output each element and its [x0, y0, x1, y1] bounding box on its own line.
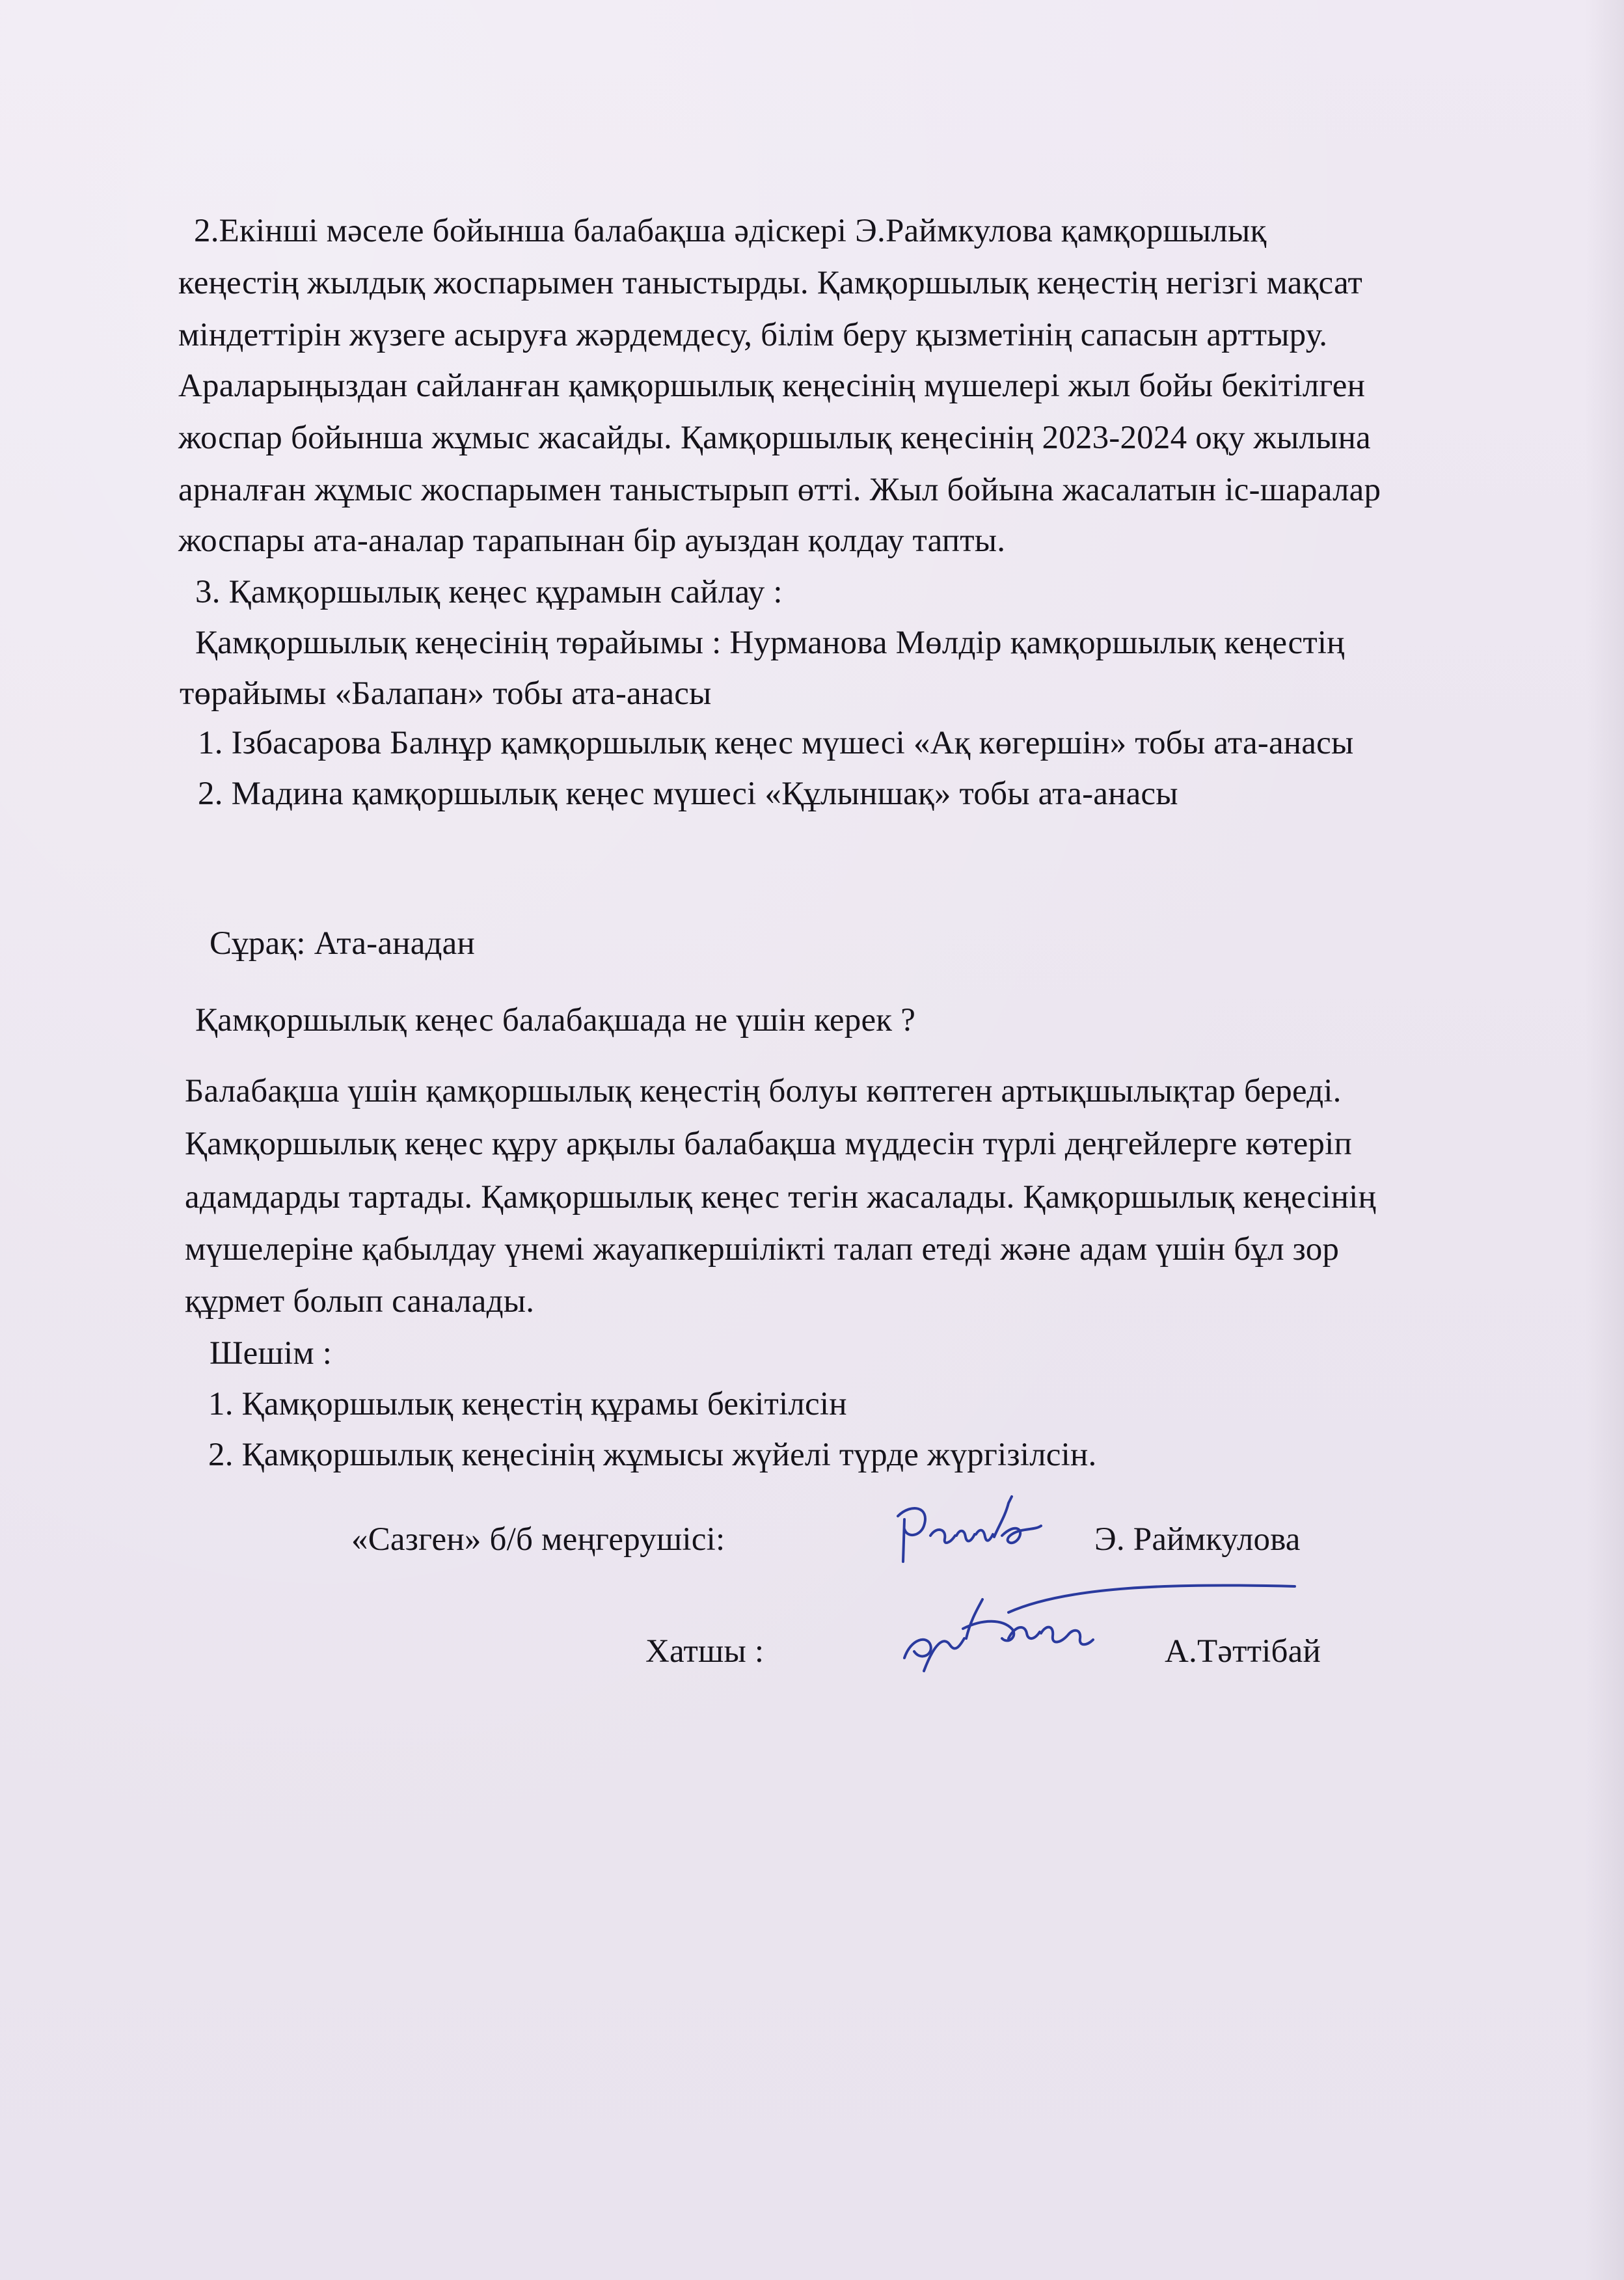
para2-line-1: 2.Екінші мәселе бойынша балабақша әдіскері Э.Раймкулова қамқоршылық [194, 213, 1267, 249]
question-text: Қамқоршылық кеңес балабақшада не үшін керек ? [195, 1002, 916, 1038]
answer-line-4: мүшелеріне қабылдау үнемі жауапкершілікті талап етеді және адам үшін бұл зор [185, 1231, 1340, 1268]
para2-line-7: жоспары ата-аналар тарапынан бір ауыздан қолдау тапты. [178, 522, 1006, 559]
member-item-1: 1. Ізбасарова Балнұр қамқоршылық кеңес мүшесі «Ақ көгершін» тобы ата-анасы [198, 725, 1354, 761]
answer-line-5: құрмет болып саналады. [185, 1283, 535, 1320]
para2-line-2: кеңестің жылдық жоспарымен таныстырды. Қамқоршылық кеңестің негізгі мақсат [178, 265, 1362, 301]
head-signature [885, 1490, 1054, 1575]
answer-line-2: Қамқоршылық кеңес құру арқылы балабақша мүддесін түрлі деңгейлерге көтеріп [185, 1126, 1352, 1162]
para2-line-3: міндеттірін жүзеге асыруға жәрдемдесу, білім беру қызметінің сапасын арттыру. [178, 317, 1328, 353]
secretary-name: А.Тәттібай [1165, 1633, 1321, 1670]
para2-line-5: жоспар бойынша жұмыс жасайды. Қамқоршылық кеңесінің 2023-2024 оқу жылына [178, 420, 1371, 456]
scan-edge-shadow [1585, 0, 1624, 2280]
answer-line-1: Балабақша үшін қамқоршылық кеңестің болуы көптеген артықшылықтар береді. [185, 1073, 1342, 1109]
decision-item-2: 2. Қамқоршылық кеңесінің жұмысы жүйелі түрде жүргізілсін. [208, 1437, 1097, 1473]
secretary-title: Хатшы : [645, 1633, 765, 1670]
chair-line-2: төрайымы «Балапан» тобы ата-анасы [180, 675, 712, 712]
para2-line-4: Араларыңыздан сайланған қамқоршылық кеңесінің мүшелері жыл бойы бекітілген [178, 368, 1366, 404]
head-name: Э. Раймкулова [1094, 1521, 1301, 1558]
head-title: «Сазген» б/б меңгерушісі: [351, 1521, 725, 1558]
decision-label: Шешім : [210, 1335, 332, 1372]
member-item-2: 2. Мадина қамқоршылық кеңес мүшесі «Құлыншақ» тобы ата-анасы [198, 776, 1178, 812]
para2-line-6: арналған жұмыс жоспарымен таныстырып өтті. Жыл бойына жасалатын іс-шаралар [178, 472, 1381, 508]
section3-heading: 3. Қамқоршылық кеңес құрамын сайлау : [195, 574, 783, 610]
answer-line-3: адамдарды тартады. Қамқоршылық кеңес тегін жасалады. Қамқоршылық кеңесінің [185, 1179, 1376, 1215]
chair-line-1: Қамқоршылық кеңесінің төрайымы : Нурманова Мөлдір қамқоршылық кеңестің [195, 625, 1345, 661]
decision-item-1: 1. Қамқоршылық кеңестің құрамы бекітілсін [208, 1386, 847, 1422]
question-label: Сұрақ: Ата-анадан [210, 925, 476, 962]
